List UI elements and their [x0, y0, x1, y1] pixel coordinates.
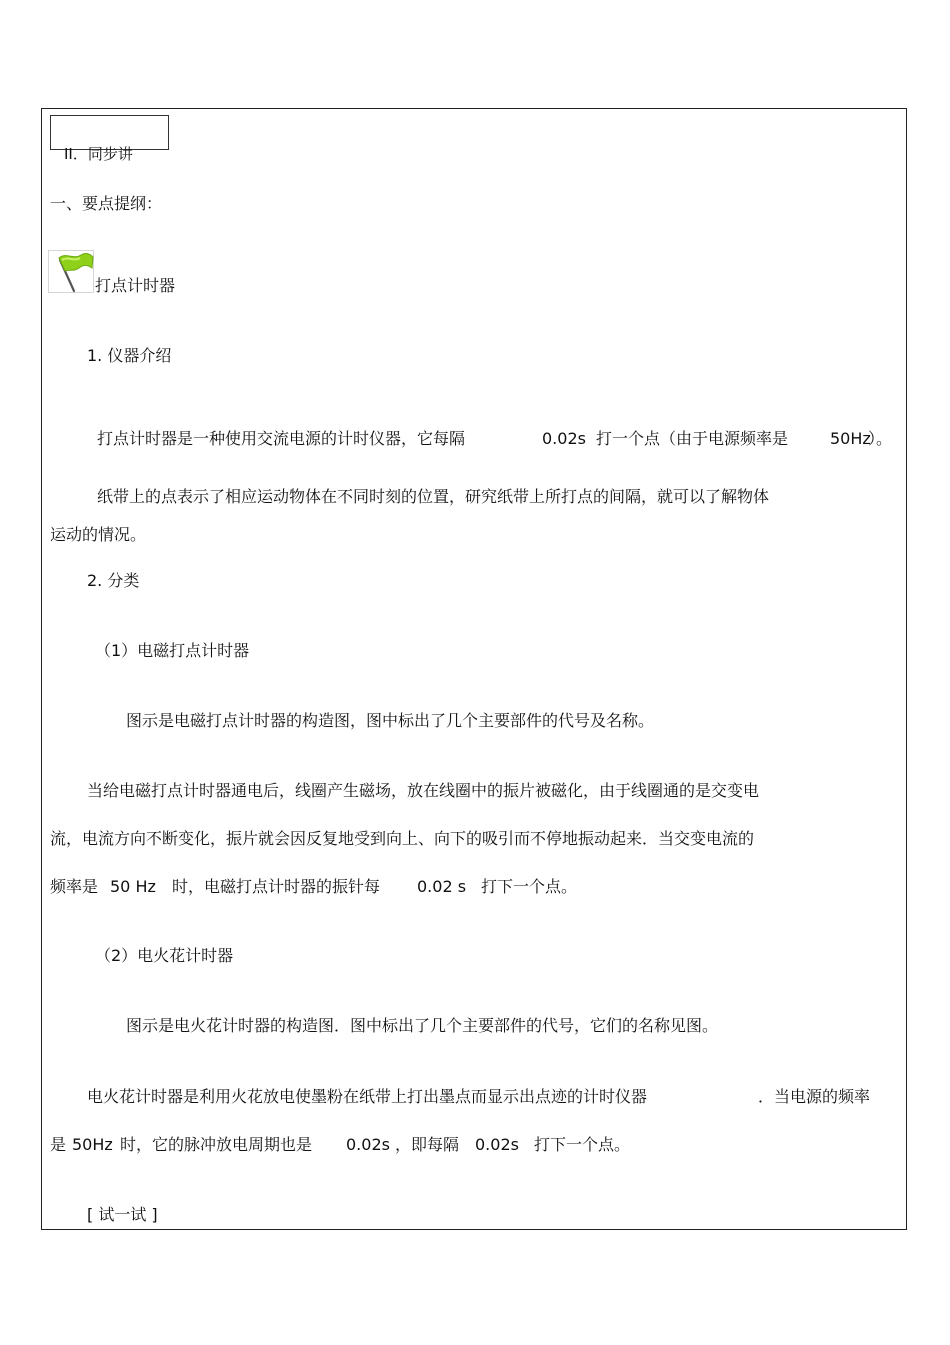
item1-p1-e: ）。 [868, 429, 893, 448]
green-flag-icon [48, 250, 94, 293]
sub2-desc: 图示是电火花计时器的构造图．图中标出了几个主要部件的代号，它们的名称见图。 [126, 1016, 719, 1035]
sub1-desc: 图示是电磁打点计时器的构造图，图中标出了几个主要部件的代号及名称。 [126, 711, 655, 730]
sub1-p-line3c: 时，电磁打点计时器的振针每 [172, 877, 381, 896]
sub2-p-line2f: 0.02s [475, 1135, 519, 1154]
item2-heading: 2. 分类 [87, 571, 140, 590]
sub2-p-line2d: 0.02s [346, 1135, 390, 1154]
sub2-p-line2e: ，即每隔 [395, 1135, 460, 1154]
item1-p1-d: 50Hz [830, 429, 871, 448]
try-label: [ 试一试 ] [87, 1205, 158, 1224]
sub1-p-line3d: 0.02 s [417, 877, 467, 896]
sub2-p-line2a: 是 [50, 1135, 67, 1154]
sub2-p-line1a: 电火花计时器是利用火花放电使墨粉在纸带上打出墨点而显示出点迹的计时仪器 [87, 1087, 648, 1106]
sub2-p-line1b: ．当电源的频率 [758, 1087, 871, 1106]
sub2-p-line2b: 50Hz [72, 1135, 113, 1154]
sub1-p-line3b: 50 Hz [110, 877, 156, 896]
sub2-heading: （2）电火花计时器 [95, 946, 234, 965]
sub1-p-line1: 当给电磁打点计时器通电后，线圈产生磁场，放在线圈中的振片被磁化，由于线圈通的是交变电 [87, 781, 760, 800]
item1-heading: 1. 仪器介绍 [87, 346, 172, 365]
topic-title: 打点计时器 [95, 276, 176, 295]
item1-p2-line1: 纸带上的点表示了相应运动物体在不同时刻的位置，研究纸带上所打点的间隔，就可以了解物体 [97, 487, 770, 506]
item1-p1-a: 打点计时器是一种使用交流电源的计时仪器，它每隔 [97, 429, 466, 448]
item1-p2-line2: 运动的情况。 [50, 525, 147, 544]
item1-p1-b: 0.02s [542, 429, 586, 448]
sub1-p-line2: 流，电流方向不断变化，振片就会因反复地受到向上、向下的吸引而不停地振动起来．当交变电流的 [50, 829, 755, 848]
sub2-p-line2c: 时，它的脉冲放电周期也是 [120, 1135, 313, 1154]
outline-heading: 一、要点提纲： [50, 194, 163, 213]
sub1-p-line3a: 频率是 [50, 877, 99, 896]
sub1-p-line3e: 打下一个点。 [481, 877, 578, 896]
sub1-heading: （1）电磁打点计时器 [95, 641, 250, 660]
section-header: II．同步讲 [64, 145, 133, 163]
item1-p1-c: 打一个点（由于电源频率是 [596, 429, 789, 448]
sub2-p-line2g: 打下一个点。 [534, 1135, 631, 1154]
